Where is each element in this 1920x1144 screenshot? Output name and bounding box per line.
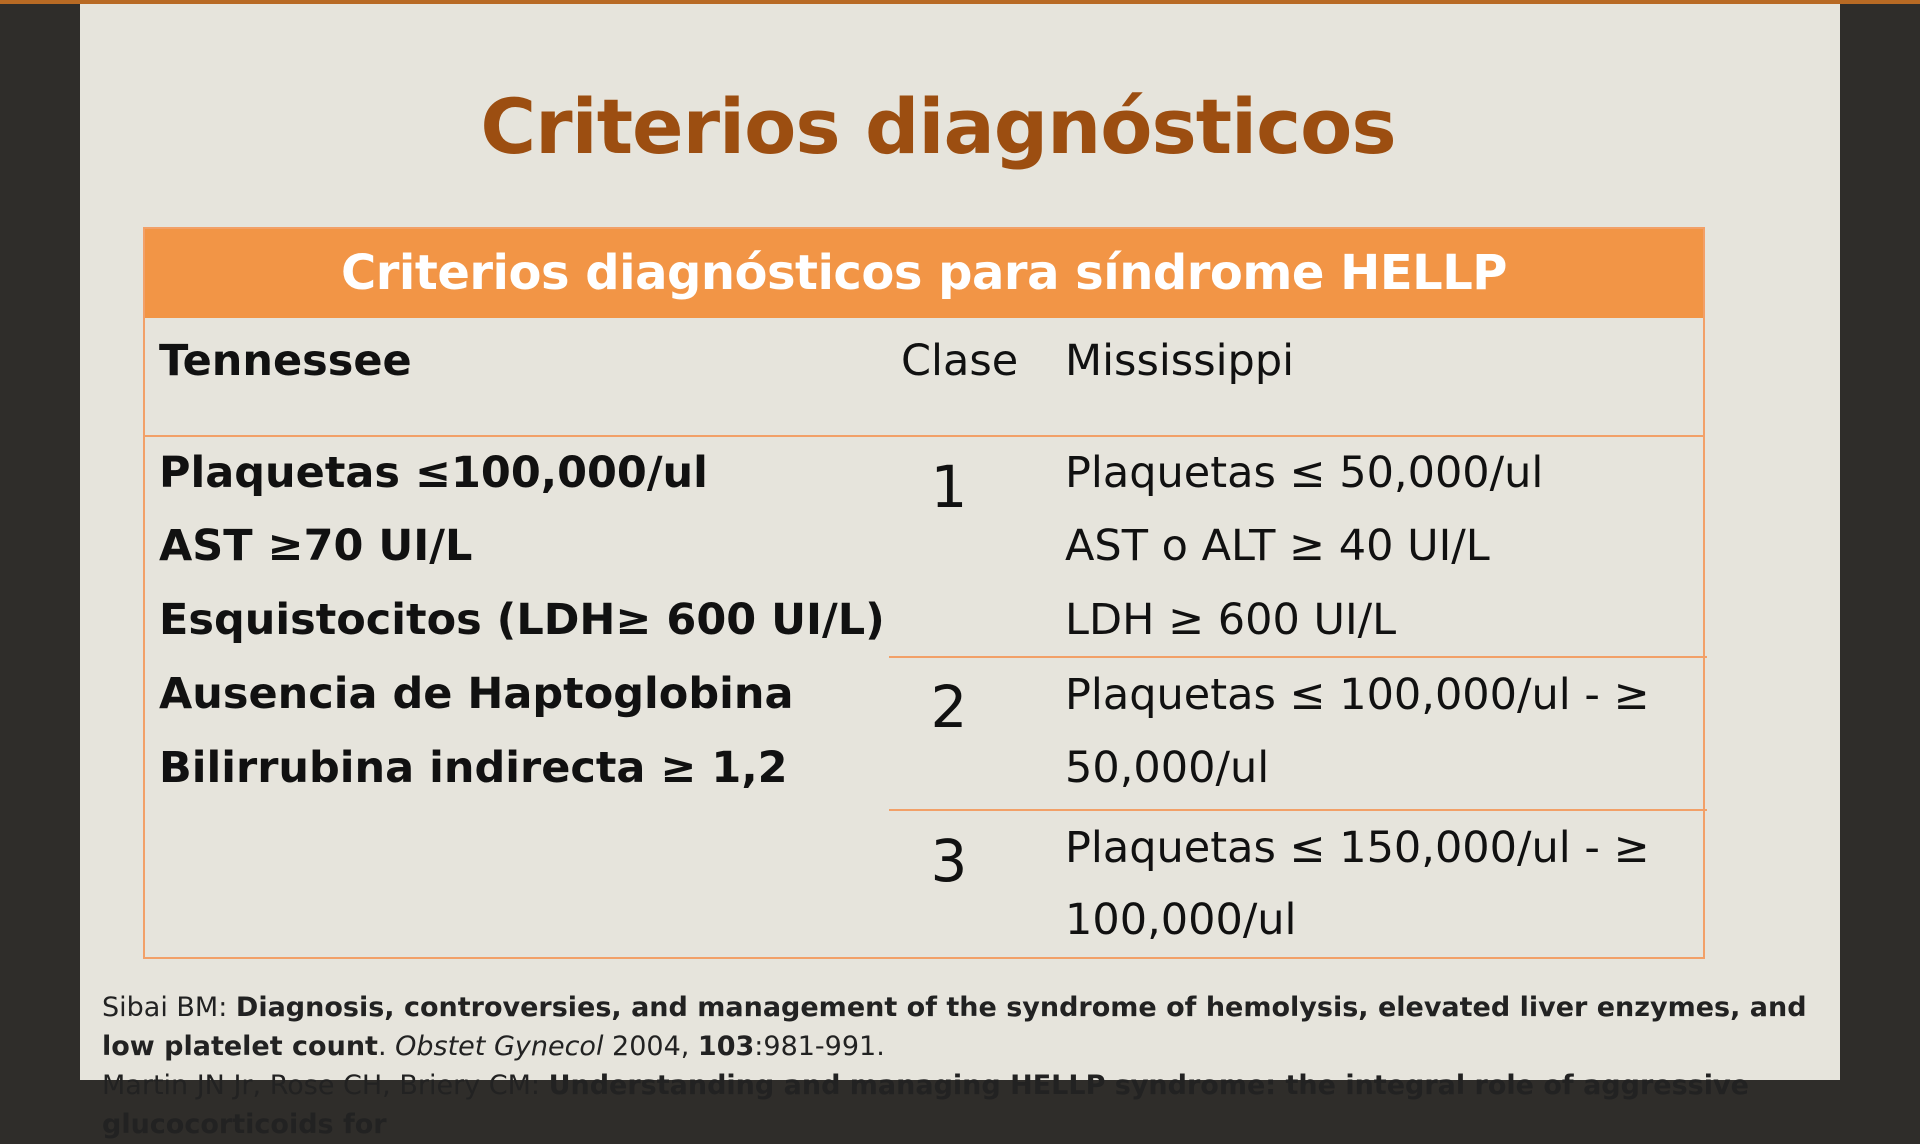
slide xyxy=(80,4,1840,1140)
clase-number-2: 2 xyxy=(930,673,968,741)
tennessee-criterion-schistocytes: Esquistocitos (LDH≥ 600 UI/L) xyxy=(159,595,885,645)
ref1-period: . xyxy=(377,1031,396,1062)
header-mississippi: Mississippi xyxy=(1065,336,1295,386)
ref1-title: Diagnosis, controversies, and management of the syndrome of hemolysis, elevated liver enzymes, and low platelet count xyxy=(102,992,1807,1062)
tennessee-criterion-platelets: Plaquetas ≤100,000/ul xyxy=(159,448,708,498)
ref1-journal: Obstet Gynecol xyxy=(395,1031,604,1062)
mississippi-class3-line: 100,000/ul xyxy=(1065,895,1297,945)
ref1-author: Sibai BM: xyxy=(102,992,236,1023)
mississippi-class2-line: 50,000/ul xyxy=(1065,743,1270,793)
class-divider xyxy=(889,656,1707,658)
mississippi-class3-line: Plaquetas ≤ 150,000/ul - ≥ xyxy=(1065,823,1650,873)
ref1-year: 2004, xyxy=(603,1031,698,1062)
header-clase: Clase xyxy=(901,336,1019,386)
tennessee-criterion-ast: AST ≥70 UI/L xyxy=(159,521,473,571)
slide-title: Criterios diagnósticos xyxy=(480,82,1396,171)
mississippi-class2-line: Plaquetas ≤ 100,000/ul - ≥ xyxy=(1065,670,1650,720)
ref1-volume: 103 xyxy=(697,1031,755,1062)
mississippi-class1-line: Plaquetas ≤ 50,000/ul xyxy=(1065,448,1544,498)
ref2-author: Martin JN Jr, Rose CH, Briery CM: xyxy=(102,1070,549,1101)
reference-sibai xyxy=(102,988,1822,1066)
hellp-criteria-table xyxy=(143,227,1705,959)
table-banner: Criterios diagnósticos para síndrome HELLP xyxy=(145,229,1703,318)
header-tennessee: Tennessee xyxy=(159,336,412,386)
ref1-pages: :981-991. xyxy=(754,1031,885,1062)
reference-martin xyxy=(102,1066,1822,1144)
mississippi-class1-line: AST o ALT ≥ 40 UI/L xyxy=(1065,521,1490,571)
class-divider xyxy=(889,809,1707,811)
mississippi-class1-line: LDH ≥ 600 UI/L xyxy=(1065,595,1397,645)
tennessee-criterion-haptoglobin: Ausencia de Haptoglobina xyxy=(159,669,794,719)
tennessee-criterion-bilirubin: Bilirrubina indirecta ≥ 1,2 xyxy=(159,743,788,793)
ref2-title: Understanding and managing HELLP syndrome: the integral role of aggressive glucocorticoids for xyxy=(102,1070,1749,1140)
references xyxy=(102,988,1822,1144)
clase-number-1: 1 xyxy=(930,453,968,521)
clase-number-3: 3 xyxy=(930,827,968,895)
